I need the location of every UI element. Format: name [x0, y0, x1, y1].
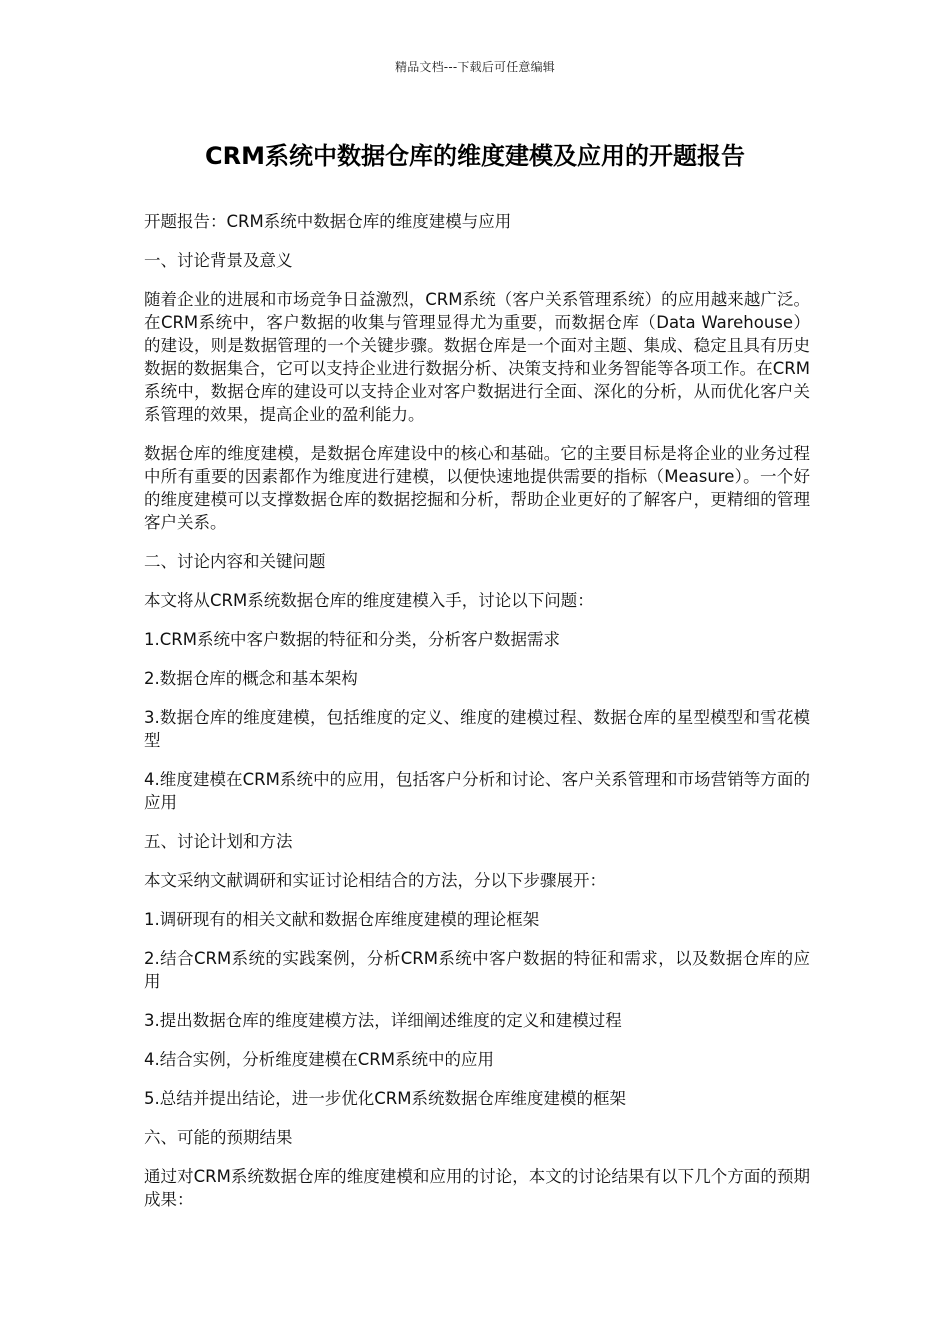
list-item: 2.数据仓库的概念和基本架构	[144, 669, 358, 688]
body-paragraph: 数据仓库的维度建模，是数据仓库建设中的核心和基础。它的主要目标是将企业的业务过程中所有重要的因素都作为维度进行建模，以便快速地提供需要的指标（Measure）。一个好的维度建模可以支撑数据仓库的数据挖掘和分析，帮助企业更好的了解客户，更精细的管理客户关系。	[144, 444, 810, 532]
list-item: 4.维度建模在CRM系统中的应用，包括客户分析和讨论、客户关系管理和市场营销等方面的应用	[144, 770, 810, 812]
list-item: 1.CRM系统中客户数据的特征和分类，分析客户数据需求	[144, 630, 560, 649]
document-body	[144, 210, 810, 1227]
list-item: 2.结合CRM系统的实践案例，分析CRM系统中客户数据的特征和需求，以及数据仓库的应用	[144, 949, 810, 991]
section-heading-plan: 五、讨论计划和方法	[144, 832, 293, 851]
subtitle-line: 开题报告：CRM系统中数据仓库的维度建模与应用	[144, 212, 512, 231]
list-item: 5.总结并提出结论，进一步优化CRM系统数据仓库维度建模的框架	[144, 1089, 626, 1108]
body-paragraph: 本文采纳文献调研和实证讨论相结合的方法，分以下步骤展开：	[144, 871, 606, 890]
list-item: 3.数据仓库的维度建模，包括维度的定义、维度的建模过程、数据仓库的星型模型和雪花模型	[144, 708, 810, 750]
document-title: CRM系统中数据仓库的维度建模及应用的开题报告	[205, 142, 745, 170]
section-heading-content: 二、讨论内容和关键问题	[144, 552, 326, 571]
header-note: 精品文档---下载后可任意编辑	[395, 60, 555, 74]
section-heading-background: 一、讨论背景及意义	[144, 251, 293, 270]
list-item: 4.结合实例，分析维度建模在CRM系统中的应用	[144, 1050, 494, 1069]
body-paragraph: 本文将从CRM系统数据仓库的维度建模入手，讨论以下问题：	[144, 591, 594, 610]
body-paragraph: 随着企业的进展和市场竞争日益激烈，CRM系统（客户关系管理系统）的应用越来越广泛。在CRM系统中，客户数据的收集与管理显得尤为重要，而数据仓库（Data Warehouse）的建设，则是数据管理的一个关键步骤。数据仓库是一个面对主题、集成、稳定且具有历史数据的数据集合，它可以支持企业进行数据分析、决策支持和业务智能等各项工作。在CRM系统中，数据仓库的建设可以支持企业对客户数据进行全面、深化的分析，从而优化客户关系管理的效果，提高企业的盈利能力。	[144, 290, 810, 424]
list-item: 3.提出数据仓库的维度建模方法，详细阐述维度的定义和建模过程	[144, 1011, 622, 1030]
list-item: 1.调研现有的相关文献和数据仓库维度建模的理论框架	[144, 910, 540, 929]
section-heading-results: 六、可能的预期结果	[144, 1128, 293, 1147]
body-paragraph: 通过对CRM系统数据仓库的维度建模和应用的讨论，本文的讨论结果有以下几个方面的预期成果：	[144, 1167, 810, 1209]
